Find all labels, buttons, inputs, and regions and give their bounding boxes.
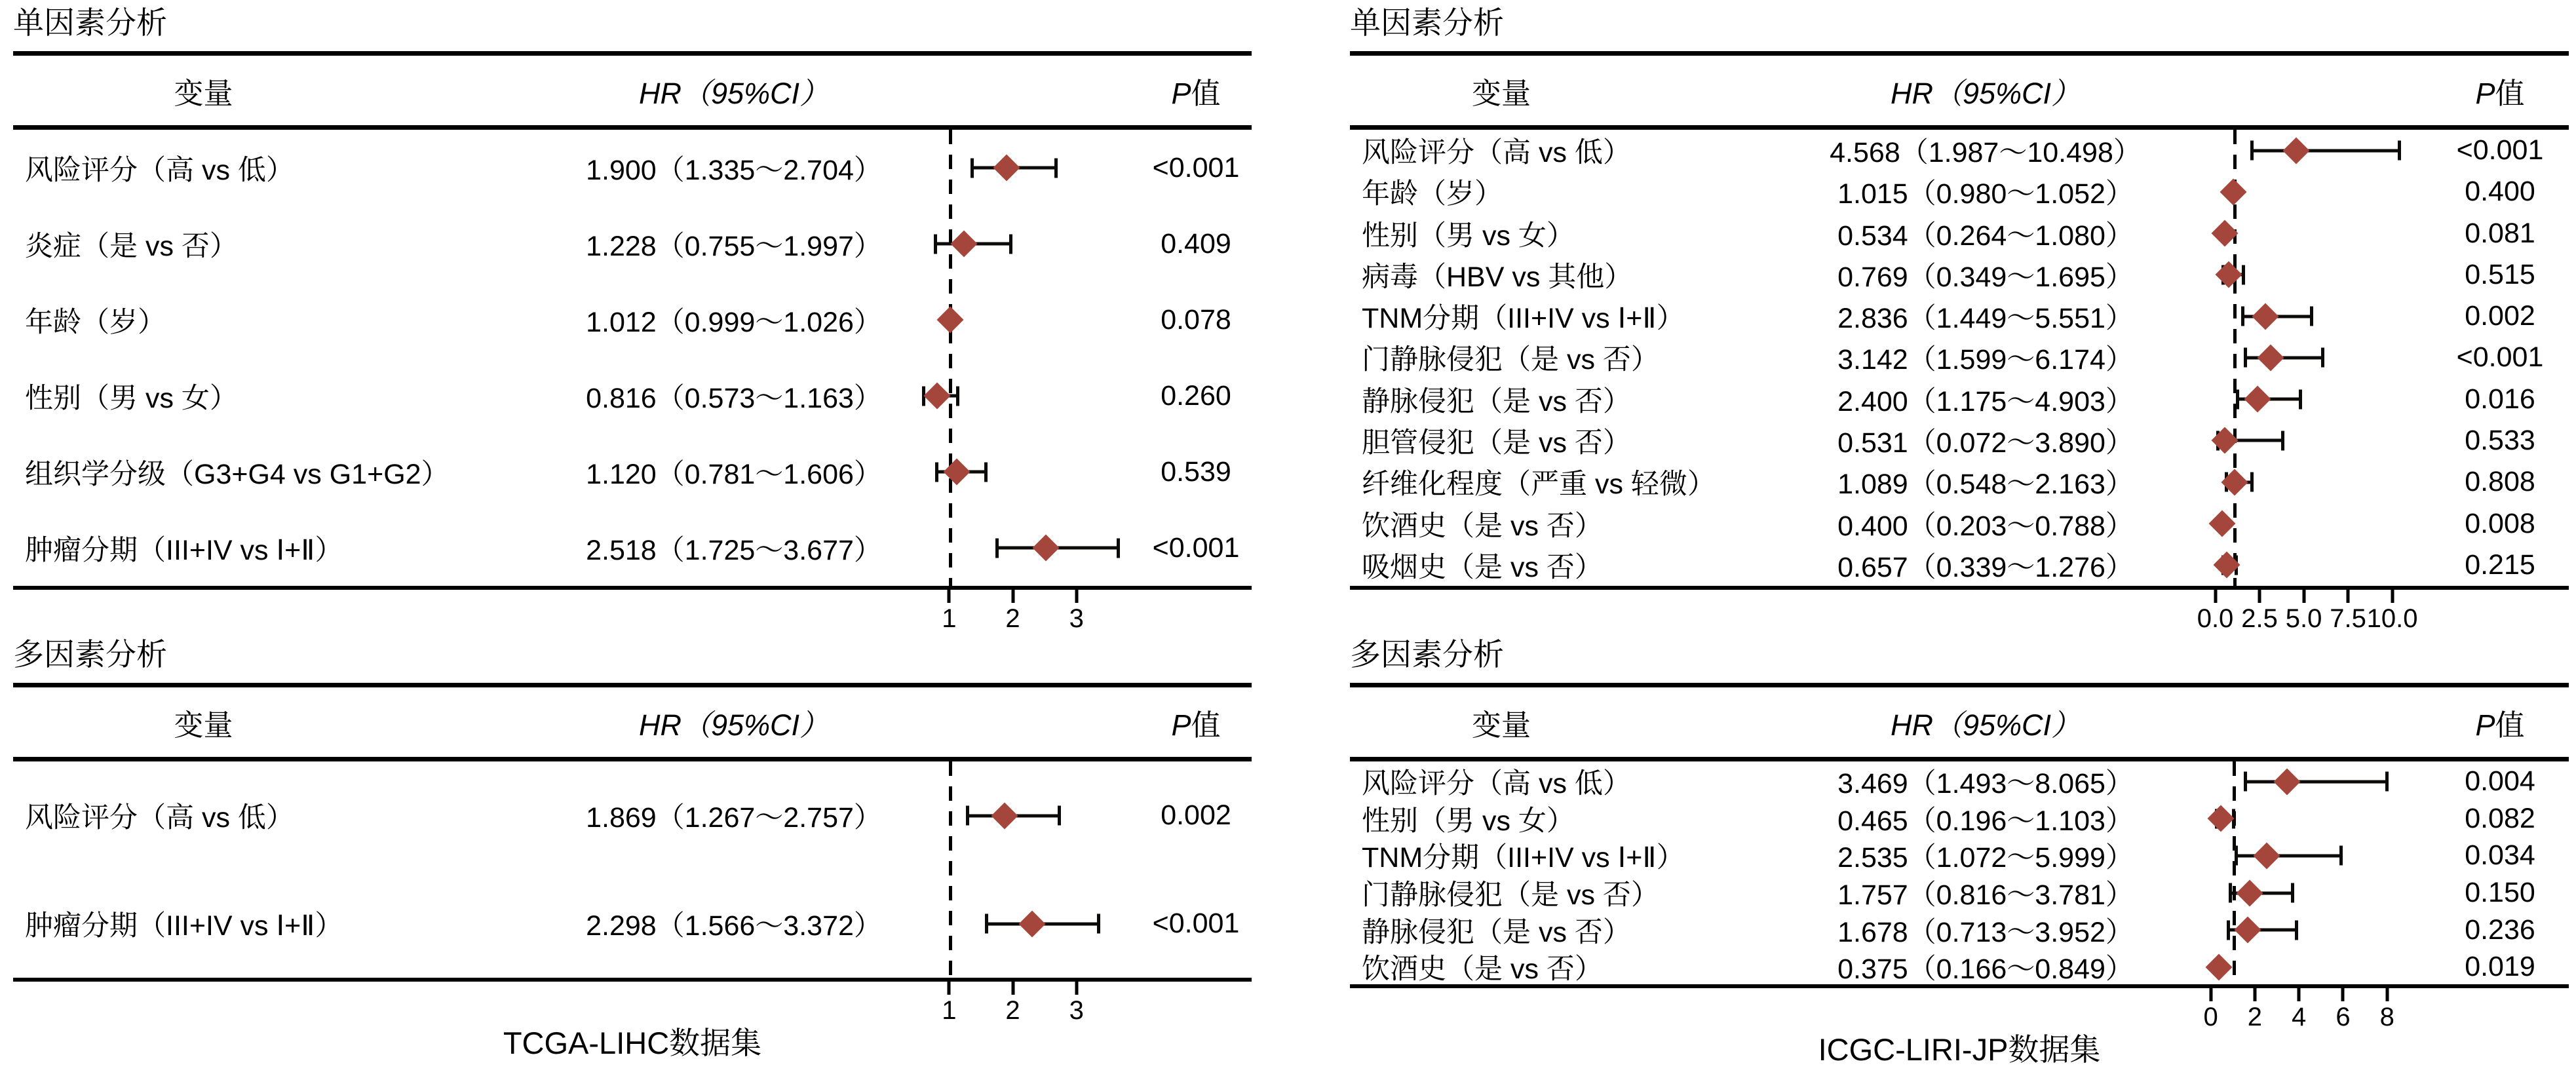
hr-diamond-marker <box>924 382 951 409</box>
forest-plot-cell <box>2189 503 2431 544</box>
axis-tick <box>2209 988 2212 1001</box>
variable-label: 肿瘤分期（III+IV vs Ⅰ+Ⅱ） <box>25 910 343 942</box>
variable-label: 静脉侵犯（是 vs 否） <box>1362 916 1631 948</box>
p-value: 0.808 <box>2465 466 2535 498</box>
variable-label: TNM分期（III+IV vs Ⅰ+Ⅱ） <box>1362 842 1685 874</box>
table-row <box>13 510 1252 586</box>
axis <box>1350 988 2569 1031</box>
axis-tick <box>1075 982 1078 995</box>
hr-ci-text: 0.769（0.349～1.695） <box>1837 261 2134 293</box>
table-row <box>1350 296 2569 337</box>
p-value: 0.150 <box>2465 877 2535 909</box>
axis-tick-label: 2 <box>2247 1003 2263 1031</box>
p-value: 0.515 <box>2465 258 2535 290</box>
p-value: 0.016 <box>2465 383 2535 415</box>
hr-ci-text: 0.400（0.203～0.788） <box>1837 510 2134 542</box>
axis <box>13 590 1252 633</box>
variable-label: 饮酒史（是 vs 否） <box>1362 510 1603 542</box>
hr-diamond-marker <box>943 458 970 485</box>
hr-diamond-marker <box>2211 220 2238 247</box>
axis-tick-label: 0 <box>2203 1003 2218 1031</box>
forest-plot-cell <box>2189 296 2431 337</box>
table-row <box>13 434 1252 510</box>
variable-label: 风险评分（高 vs 低） <box>1362 768 1631 799</box>
axis-tick <box>1011 590 1014 603</box>
hr-ci-text: 0.816（0.573～1.163） <box>586 382 882 414</box>
axis-tick-label: 1 <box>942 604 957 633</box>
table-row <box>13 282 1252 358</box>
table-body <box>13 130 1252 590</box>
table-row <box>13 761 1252 870</box>
p-value: 0.081 <box>2465 217 2535 249</box>
column-header-p-value <box>2431 701 2569 744</box>
table-body <box>1350 761 2569 988</box>
hr-ci-text: 2.298（1.566～3.372） <box>586 910 882 942</box>
axis-tick-label: 2.5 <box>2241 604 2278 633</box>
p-value: 0.409 <box>1161 227 1231 259</box>
hr-ci-text: 2.400（1.175～4.903） <box>1837 385 2134 417</box>
forest-table <box>1350 683 2569 1031</box>
hr-ci-text: 2.836（1.449～5.551） <box>1837 303 2134 335</box>
variable-label: 性别（男 vs 女） <box>1362 220 1575 252</box>
p-header-italic: P <box>2475 76 2495 110</box>
hr-diamond-marker <box>2206 953 2233 980</box>
hr-diamond-marker <box>1032 534 1059 561</box>
column-header-p-value <box>1140 69 1252 112</box>
forest-plot-cell <box>911 434 1140 510</box>
panel-title: 多因素分析 <box>1350 637 1504 672</box>
hr-ci-text: 4.568（1.987～10.498） <box>1830 137 2142 169</box>
hr-ci-text: 1.089（0.548～2.163） <box>1837 469 2134 501</box>
hr-diamond-marker <box>2211 427 2238 454</box>
p-value: <0.001 <box>1152 151 1240 183</box>
p-value: 0.002 <box>2465 300 2535 332</box>
hr-diamond-marker <box>2220 178 2246 205</box>
forest-plot-cell <box>911 510 1140 586</box>
hr-ci-text: 0.657（0.339～1.276） <box>1837 551 2134 583</box>
variable-label: 风险评分（高 vs 低） <box>1362 137 1631 169</box>
axis-tick-label: 3 <box>1069 996 1084 1025</box>
variable-label: 静脉侵犯（是 vs 否） <box>1362 385 1631 417</box>
forest-plot-cell <box>2189 836 2431 875</box>
variable-label: 饮酒史（是 vs 否） <box>1362 953 1603 986</box>
p-value: 0.004 <box>2465 765 2535 797</box>
table-row <box>1350 379 2569 420</box>
panel-title: 多因素分析 <box>13 637 167 672</box>
hr-ci-text: 1.900（1.335～2.704） <box>586 154 882 186</box>
variable-label: 组织学分级（G3+G4 vs G1+G2） <box>25 458 450 490</box>
hr-diamond-marker <box>2274 768 2301 795</box>
p-header-rest: 值 <box>2495 76 2525 110</box>
axis-tick <box>2253 988 2256 1001</box>
panel-icgc-multivariate <box>1350 633 2569 1031</box>
axis-tick-label: 4 <box>2292 1003 2307 1031</box>
variable-label: 炎症（是 vs 否） <box>25 230 238 262</box>
hr-diamond-marker <box>950 230 977 257</box>
table-row <box>1350 461 2569 503</box>
p-value: 0.002 <box>1161 799 1231 831</box>
p-header-rest: 值 <box>1191 708 1221 742</box>
variable-label: 门静脉侵犯（是 vs 否） <box>1362 879 1659 912</box>
axis-tick-label: 2 <box>1005 996 1020 1025</box>
forest-plot-cell <box>2189 213 2431 254</box>
table-row <box>1350 337 2569 378</box>
hr-diamond-marker <box>993 154 1020 181</box>
dataset-caption-icgc: ICGC-LIRI-JP数据集 <box>1818 1032 2101 1067</box>
p-value: <0.001 <box>2456 134 2544 166</box>
table-row <box>1350 799 2569 836</box>
variable-label: TNM分期（III+IV vs Ⅰ+Ⅱ） <box>1362 303 1685 335</box>
axis-tick-label: 10.0 <box>2366 604 2418 633</box>
table-row <box>1350 213 2569 254</box>
axis <box>1350 590 2569 633</box>
axis-tick-label: 1 <box>942 996 957 1025</box>
forest-plot-cell <box>2189 545 2431 586</box>
forest-plot-cell <box>2189 420 2431 461</box>
dataset-caption-tcga: TCGA-LIHC数据集 <box>503 1026 762 1060</box>
hr-diamond-marker <box>2244 386 2271 413</box>
table-body <box>1350 130 2569 590</box>
table-header-row <box>13 687 1252 761</box>
table-row <box>13 206 1252 282</box>
axis-tick-label: 3 <box>1069 604 1084 633</box>
axis-tick-label: 0.0 <box>2197 604 2234 633</box>
p-value: 0.008 <box>2465 507 2535 539</box>
ci-whisker <box>2250 149 2401 152</box>
axis-tick <box>1075 590 1078 603</box>
tcga-lihc-column <box>13 4 1252 1076</box>
variable-label: 风险评分（高 vs 低） <box>25 802 294 834</box>
table-row <box>13 130 1252 206</box>
hr-diamond-marker <box>2258 344 2284 371</box>
table-row <box>1350 947 2569 984</box>
variable-label: 吸烟史（是 vs 否） <box>1362 551 1603 583</box>
table-row <box>1350 873 2569 910</box>
forest-plot-cell <box>2189 379 2431 420</box>
hr-diamond-marker <box>2282 137 2309 164</box>
hr-diamond-marker <box>2235 917 2261 944</box>
hr-ci-text: 3.469（1.493～8.065） <box>1837 768 2134 799</box>
forest-plot-cell <box>2189 254 2431 296</box>
table-row <box>1350 836 2569 873</box>
p-value: 0.236 <box>2465 913 2535 946</box>
hr-ci-text: 1.120（0.781～1.606） <box>586 458 882 490</box>
axis-tick <box>948 982 951 995</box>
hr-ci-text: 2.535（1.072～5.999） <box>1837 842 2134 874</box>
forest-plot-cell <box>2189 873 2431 913</box>
variable-label: 胆管侵犯（是 vs 否） <box>1362 427 1631 459</box>
hr-diamond-marker <box>2252 303 2279 330</box>
axis-tick <box>2341 988 2345 1001</box>
p-value: 0.400 <box>2465 176 2535 208</box>
p-value: 0.260 <box>1161 379 1231 412</box>
axis-tick <box>2297 988 2301 1001</box>
forest-table <box>13 683 1252 1025</box>
forest-plot-cell <box>911 870 1140 978</box>
axis-tick-label: 6 <box>2336 1003 2351 1031</box>
table-row <box>1350 761 2569 799</box>
hr-diamond-marker <box>2209 510 2236 537</box>
column-header-p-value <box>2431 69 2569 112</box>
hr-ci-text: 1.757（0.816～3.781） <box>1837 879 2134 912</box>
variable-label: 年龄（岁） <box>25 306 166 338</box>
hr-diamond-marker <box>2216 261 2242 288</box>
variable-label: 性别（男 vs 女） <box>25 382 238 414</box>
table-header-row <box>13 56 1252 130</box>
variable-label: 病毒（HBV vs 其他） <box>1362 261 1633 293</box>
p-value: <0.001 <box>1152 531 1240 564</box>
panel-tcga-univariate <box>13 4 1252 633</box>
p-header-italic: P <box>1171 76 1191 110</box>
p-value: 0.082 <box>2465 802 2535 834</box>
variable-label: 纤维化程度（严重 vs 轻微） <box>1362 469 1716 501</box>
column-header-hr-ci: HR（95%CI） <box>1890 708 2081 742</box>
column-header-variable: 变量 <box>1471 76 1531 110</box>
axis-tick <box>2391 590 2394 603</box>
p-value: 0.019 <box>2465 951 2535 983</box>
table-row <box>13 358 1252 434</box>
hr-ci-text: 1.015（0.980～1.052） <box>1837 178 2134 210</box>
p-value: <0.001 <box>1152 908 1240 939</box>
hr-diamond-marker <box>2253 842 2280 869</box>
column-header-variable: 变量 <box>174 76 233 110</box>
forest-plot-cell <box>911 206 1140 282</box>
column-header-hr-ci: HR（95%CI） <box>638 76 830 110</box>
panel-tcga-multivariate <box>13 633 1252 1025</box>
p-header-rest: 值 <box>1191 76 1221 110</box>
p-value: 0.539 <box>1161 455 1231 488</box>
forest-plot-cell <box>2189 910 2431 950</box>
axis-tick <box>948 590 951 603</box>
axis-tick <box>2347 590 2350 603</box>
table-row <box>1350 254 2569 296</box>
forest-plot-cell <box>911 130 1140 206</box>
hr-ci-text: 1.678（0.713～3.952） <box>1837 916 2134 948</box>
p-value: 0.078 <box>1161 303 1231 336</box>
p-value: <0.001 <box>2456 341 2544 374</box>
axis-tick <box>2214 590 2217 603</box>
table-row <box>1350 420 2569 461</box>
hr-diamond-marker <box>991 802 1018 829</box>
column-header-variable: 变量 <box>1471 708 1531 742</box>
variable-label: 年龄（岁） <box>1362 178 1503 210</box>
column-header-variable: 变量 <box>174 708 233 742</box>
forest-plot-cell <box>911 282 1140 358</box>
forest-plot-cell <box>2189 947 2431 987</box>
column-header-hr-ci: HR（95%CI） <box>1890 76 2081 110</box>
p-header-italic: P <box>2475 708 2495 742</box>
forest-plot-cell <box>911 761 1140 870</box>
table-row <box>1350 130 2569 171</box>
forest-plot-cell <box>2189 130 2431 171</box>
column-header-hr-ci: HR（95%CI） <box>638 708 830 742</box>
hr-ci-text: 0.375（0.166～0.849） <box>1837 953 2134 986</box>
axis-tick <box>2385 988 2389 1001</box>
ci-whisker <box>2235 854 2343 857</box>
axis-tick <box>1011 982 1014 995</box>
axis <box>13 982 1252 1025</box>
forest-table <box>1350 51 2569 633</box>
forest-plot-cell <box>2189 461 2431 503</box>
panel-title: 单因素分析 <box>13 5 167 40</box>
forest-plot-cell <box>2189 799 2431 839</box>
p-value: 0.034 <box>2465 839 2535 872</box>
p-header-italic: P <box>1171 708 1191 742</box>
p-header-rest: 值 <box>2495 708 2525 742</box>
hr-ci-text: 1.869（1.267～2.757） <box>586 802 882 834</box>
forest-plot-cell <box>2189 337 2431 378</box>
hr-diamond-marker <box>2236 879 2263 906</box>
p-value: 0.215 <box>2465 548 2535 581</box>
table-row <box>1350 910 2569 948</box>
ci-whisker <box>2244 780 2389 783</box>
panel-title: 单因素分析 <box>1350 5 1504 40</box>
axis-tick-label: 5.0 <box>2285 604 2322 633</box>
axis-tick <box>2258 590 2261 603</box>
hr-diamond-marker <box>2208 805 2235 832</box>
hr-ci-text: 1.012（0.999～1.026） <box>586 306 882 338</box>
column-header-p-value <box>1140 701 1252 744</box>
axis-tick-label: 7.5 <box>2330 604 2366 633</box>
table-row <box>13 870 1252 978</box>
table-row <box>1350 503 2569 544</box>
axis-tick <box>2302 590 2305 603</box>
icgc-liri-jp-column <box>1350 4 2569 1076</box>
forest-plot-cell <box>2189 171 2431 212</box>
table-header-row <box>1350 56 2569 130</box>
hr-ci-text: 3.142（1.599～6.174） <box>1837 344 2134 376</box>
table-row <box>1350 171 2569 212</box>
axis-tick-label: 8 <box>2379 1003 2394 1031</box>
p-value: 0.533 <box>2465 424 2535 456</box>
hr-ci-text: 1.228（0.755～1.997） <box>586 230 882 262</box>
hr-ci-text: 2.518（1.725～3.677） <box>586 534 882 566</box>
variable-label: 性别（男 vs 女） <box>1362 805 1575 837</box>
table-row <box>1350 545 2569 586</box>
variable-label: 肿瘤分期（III+IV vs Ⅰ+Ⅱ） <box>25 534 343 566</box>
axis-tick-label: 2 <box>1005 604 1020 633</box>
hr-diamond-marker <box>936 306 963 333</box>
hr-diamond-marker <box>1018 910 1045 937</box>
forest-table <box>13 51 1252 633</box>
table-header-row <box>1350 687 2569 761</box>
hr-ci-text: 0.534（0.264～1.080） <box>1837 220 2134 252</box>
table-body <box>13 761 1252 982</box>
forest-plot-cell <box>2189 761 2431 801</box>
hr-ci-text: 0.531（0.072～3.890） <box>1837 427 2134 459</box>
hr-ci-text: 0.465（0.196～1.103） <box>1837 805 2134 837</box>
variable-label: 风险评分（高 vs 低） <box>25 154 294 186</box>
forest-plot-cell <box>911 358 1140 434</box>
variable-label: 门静脉侵犯（是 vs 否） <box>1362 344 1659 376</box>
panel-icgc-univariate <box>1350 4 2569 633</box>
